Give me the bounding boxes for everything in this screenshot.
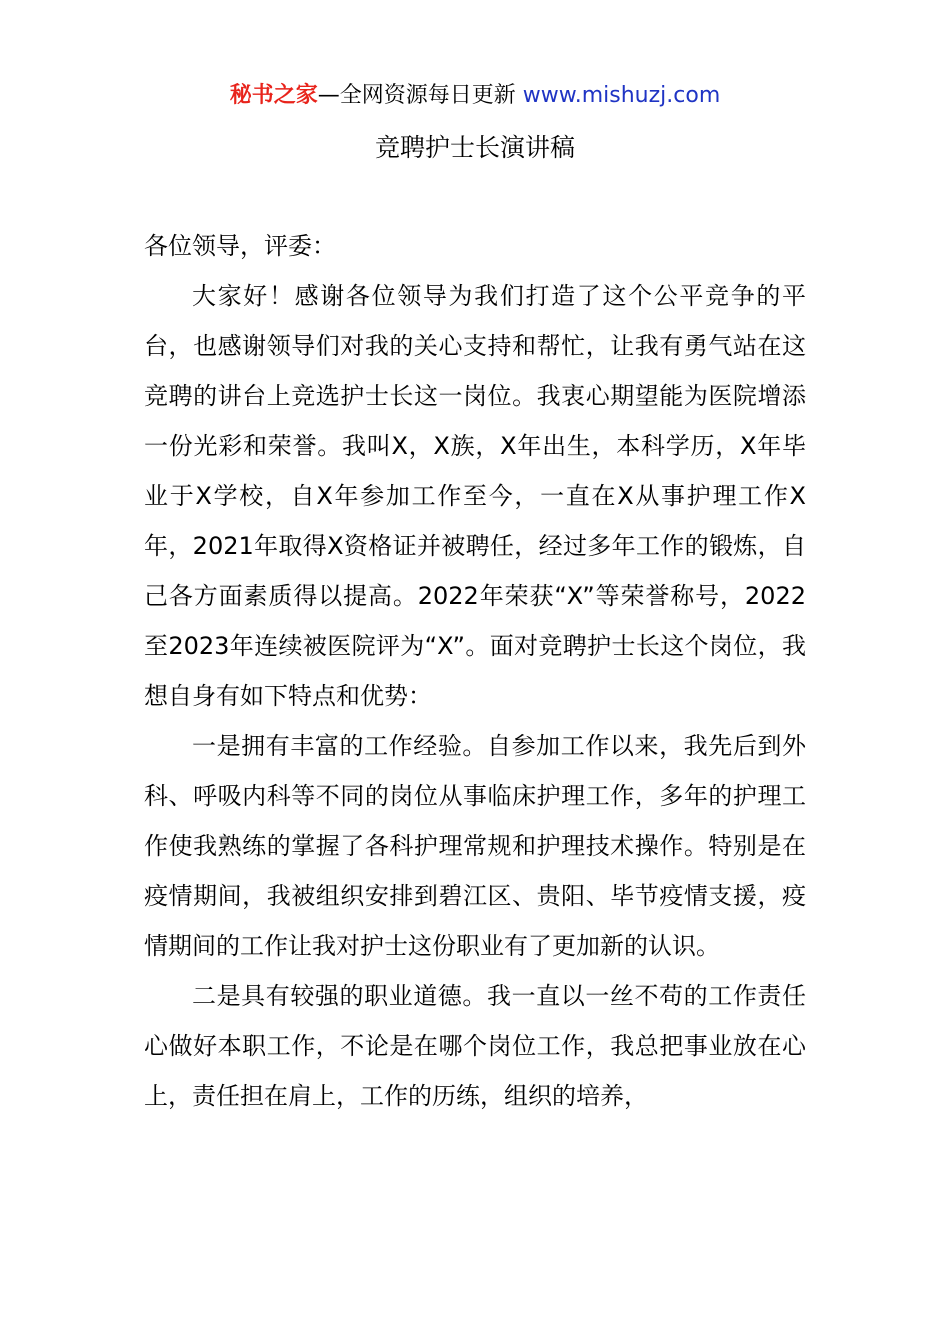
header-tagline: —全网资源每日更新 bbox=[317, 83, 516, 108]
paragraph-experience: 一是拥有丰富的工作经验。自参加工作以来，我先后到外科、呼吸内科等不同的岗位从事临床护理工作，多年的护理工作使我熟练的掌握了各科护理常规和护理技术操作。特别是在疫情期间，我被组织安排到碧江区、贵阳、毕节疫情支援，疫情期间的工作让我对护士这份职业有了更加新的认识。 bbox=[144, 732, 806, 960]
paragraph-ethics: 二是具有较强的职业道德。我一直以一丝不苟的工作责任心做好本职工作，不论是在哪个岗位工作，我总把事业放在心上，责任担在肩上，工作的历练，组织的培养， bbox=[144, 982, 806, 1110]
paragraph-intro: 大家好！感谢各位领导为我们打造了这个公平竞争的平台，也感谢领导们对我的关心支持和帮忙，让我有勇气站在这竞聘的讲台上竞选护士长这一岗位。我衷心期望能为医院增添一份光彩和荣誉。我叫X，X族，X年出生，本科学历，X年毕业于X学校，自X年参加工作至今，一直在X从事护理工作X年，2021年取得X资格证并被聘任，经过多年工作的锻炼，自己各方面素质得以提高。2022年荣获“X”等荣誉称号，2022至2023年连续被医院评为“X”。面对竞聘护士长这个岗位，我想自身有如下特点和优势： bbox=[144, 282, 806, 710]
site-header bbox=[0, 80, 950, 112]
salutation: 各位领导，评委： bbox=[144, 232, 336, 260]
brand-name: 秘书之家 bbox=[229, 83, 318, 108]
site-url-link[interactable]: www.mishuzj.com bbox=[522, 83, 721, 108]
document-title: 竞聘护士长演讲稿 bbox=[374, 133, 575, 162]
document-body bbox=[144, 221, 806, 1121]
